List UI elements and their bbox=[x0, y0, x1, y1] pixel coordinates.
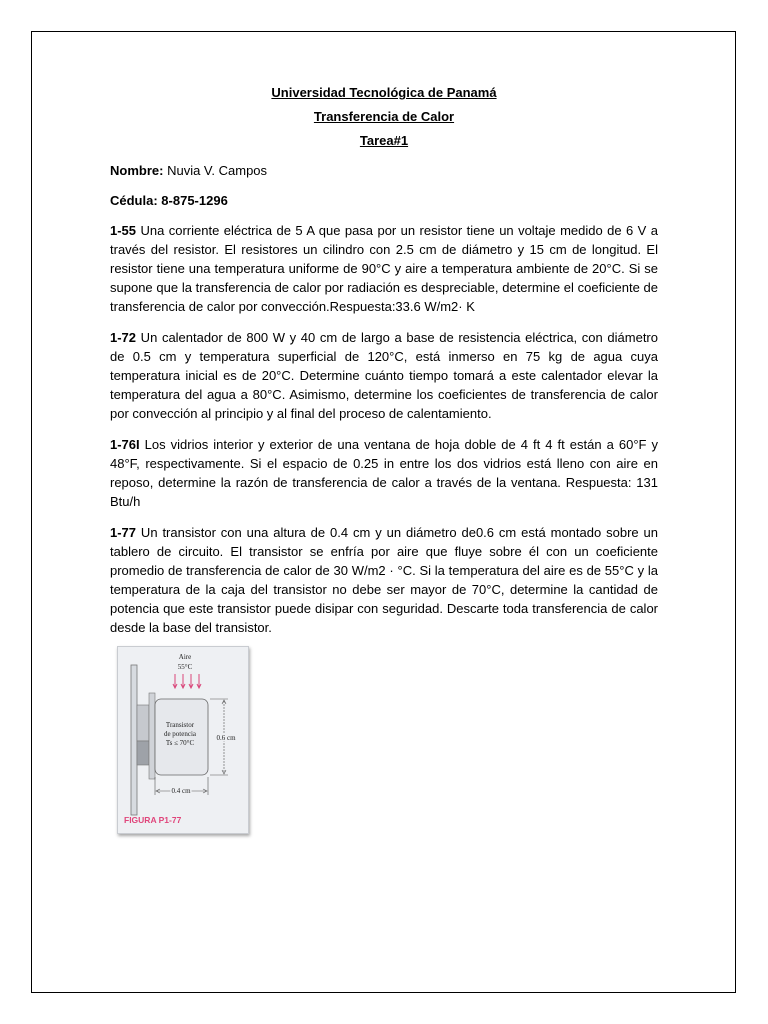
figure-caption: FIGURA P1-77 bbox=[124, 815, 182, 825]
circuit-board bbox=[131, 665, 137, 815]
problem-1-72 bbox=[110, 328, 658, 423]
problem-1-76i bbox=[110, 435, 658, 511]
document-body bbox=[110, 84, 658, 637]
student-id bbox=[110, 192, 658, 209]
problem-number: 1-55 bbox=[110, 223, 137, 238]
air-temp: 55°C bbox=[177, 663, 193, 671]
name-value: Nuvia V. Campos bbox=[167, 163, 268, 178]
problem-text: Un transistor con una altura de 0.4 cm y un diámetro de0.6 cm está montado sobre un tablero de circuito. El transistor se enfría por aire que fluye sobre él con un coeficiente promedio de transferencia de calor de 30 W/m2 · °C. Si la temperatura del aire es de 55°C y la temperatura de la caja del transistor no debe ser mayor de 70°C, determine la cantidad de potencia que este transistor puede disipar con seguridad. Descarte toda transferencia de calor desde la base del transistor. bbox=[110, 525, 658, 635]
assignment-title: Tarea#1 bbox=[359, 133, 409, 148]
id-label: Cédula: bbox=[110, 193, 158, 208]
problem-number: 1-72 bbox=[110, 330, 137, 345]
width-label: 0.4 cm bbox=[171, 787, 191, 795]
id-value: 8-875-1296 bbox=[161, 193, 228, 208]
problem-text: Un calentador de 800 W y 40 cm de largo a base de resistencia eléctrica, con diámetro de 0.5 cm y temperatura superficial de 120°C, está inmerso en 75 kg de agua cuya temperatura inicial es de 20°C. Determine cuánto tiempo tomará a este calentador elevar la temperatura del agua a 80°C. Asimismo, determine los coeficientes de transferencia de calor por convección al principio y al final del proceso de calentamiento. bbox=[110, 330, 658, 421]
name-label: Nombre: bbox=[110, 163, 164, 178]
transistor-leads bbox=[137, 705, 149, 741]
student-name bbox=[110, 162, 658, 179]
transistor-base bbox=[137, 741, 149, 765]
transistor-label-1: Transistor bbox=[165, 721, 195, 729]
transistor-flange bbox=[149, 693, 155, 779]
problem-number: 1-77 bbox=[110, 525, 137, 540]
transistor-figure bbox=[117, 646, 249, 834]
problem-text: Una corriente eléctrica de 5 A que pasa por un resistor tiene un voltaje medido de 6 V a través del resistor. El resistores un cilindro con 2.5 cm de diámetro y 15 cm de longitud. El resistor tiene una temperatura uniforme de 90°C y aire a temperatura ambiente de 20°C. Si se supone que la transferencia de calor por radiación es despreciable, determine el coeficiente de transferencia de calor por convección.Respuesta:33.6 W/m2· K bbox=[110, 223, 658, 314]
problem-1-55 bbox=[110, 221, 658, 316]
problem-text: Los vidrios interior y exterior de una ventana de hoja doble de 4 ft 4 ft están a 60°F y 48°F, respectivamente. Si el espacio de 0.25 in entre los dos vidrios está lleno con aire en reposo, determine la razón de transferencia de calor a través de la ventana. Respuesta: 131 Btu/h bbox=[110, 437, 658, 509]
transistor-diagram bbox=[118, 647, 248, 833]
height-label: 0.6 cm bbox=[216, 734, 236, 742]
course-title: Transferencia de Calor bbox=[313, 109, 455, 124]
problem-1-77 bbox=[110, 523, 658, 637]
problem-number: 1-76I bbox=[110, 437, 140, 452]
university-title: Universidad Tecnológica de Panamá bbox=[271, 85, 497, 100]
air-label: Aire bbox=[178, 653, 192, 661]
transistor-label-2: de potencia bbox=[163, 730, 197, 738]
transistor-temp: Ts ≤ 70°C bbox=[165, 739, 195, 747]
